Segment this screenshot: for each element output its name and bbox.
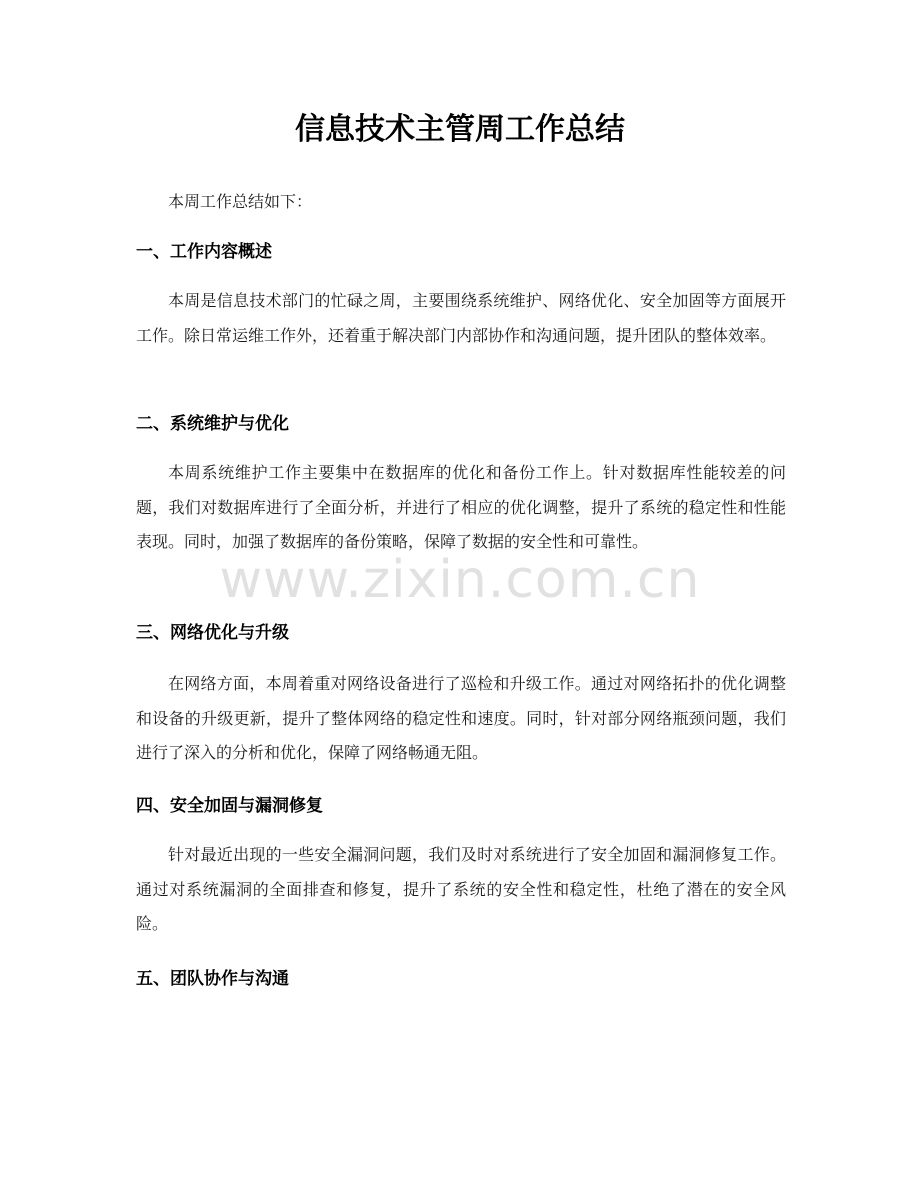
section-body-2: 本周系统维护工作主要集中在数据库的优化和备份工作上。针对数据库性能较差的问题，我们对数据库进行了全面分析，并进行了相应的优化调整，提升了系统的稳定性和性能表现。同时，加强了数据库的备份策略，保障了数据的安全性和可靠性。 [136, 463, 786, 551]
intro-paragraph: 本周工作总结如下： [168, 192, 313, 211]
section-body-4: 针对最近出现的一些安全漏洞问题，我们及时对系统进行了安全加固和漏洞修复工作。通过对系统漏洞的全面排查和修复，提升了系统的安全性和稳定性，杜绝了潜在的安全风险。 [136, 845, 786, 933]
section-heading-2: 二、系统维护与优化 [136, 414, 289, 434]
section-heading-3: 三、网络优化与升级 [136, 623, 289, 643]
document-title: 信息技术主管周工作总结 [295, 112, 625, 147]
watermark-text: www.zixin.com.cn [219, 550, 701, 610]
section-heading-5: 五、团队协作与沟通 [136, 969, 289, 989]
section-body-3: 在网络方面，本周着重对网络设备进行了巡检和升级工作。通过对网络拓扑的优化调整和设备的升级更新，提升了整体网络的稳定性和速度。同时，针对部分网络瓶颈问题，我们进行了深入的分析和优化，保障了网络畅通无阻。 [136, 674, 786, 762]
section-heading-1: 一、工作内容概述 [136, 242, 272, 262]
section-heading-4: 四、安全加固与漏洞修复 [136, 796, 323, 816]
section-body-1: 本周是信息技术部门的忙碌之周，主要围绕系统维护、网络优化、安全加固等方面展开工作。除日常运维工作外，还着重于解决部门内部协作和沟通问题，提升团队的整体效率。 [136, 291, 786, 345]
